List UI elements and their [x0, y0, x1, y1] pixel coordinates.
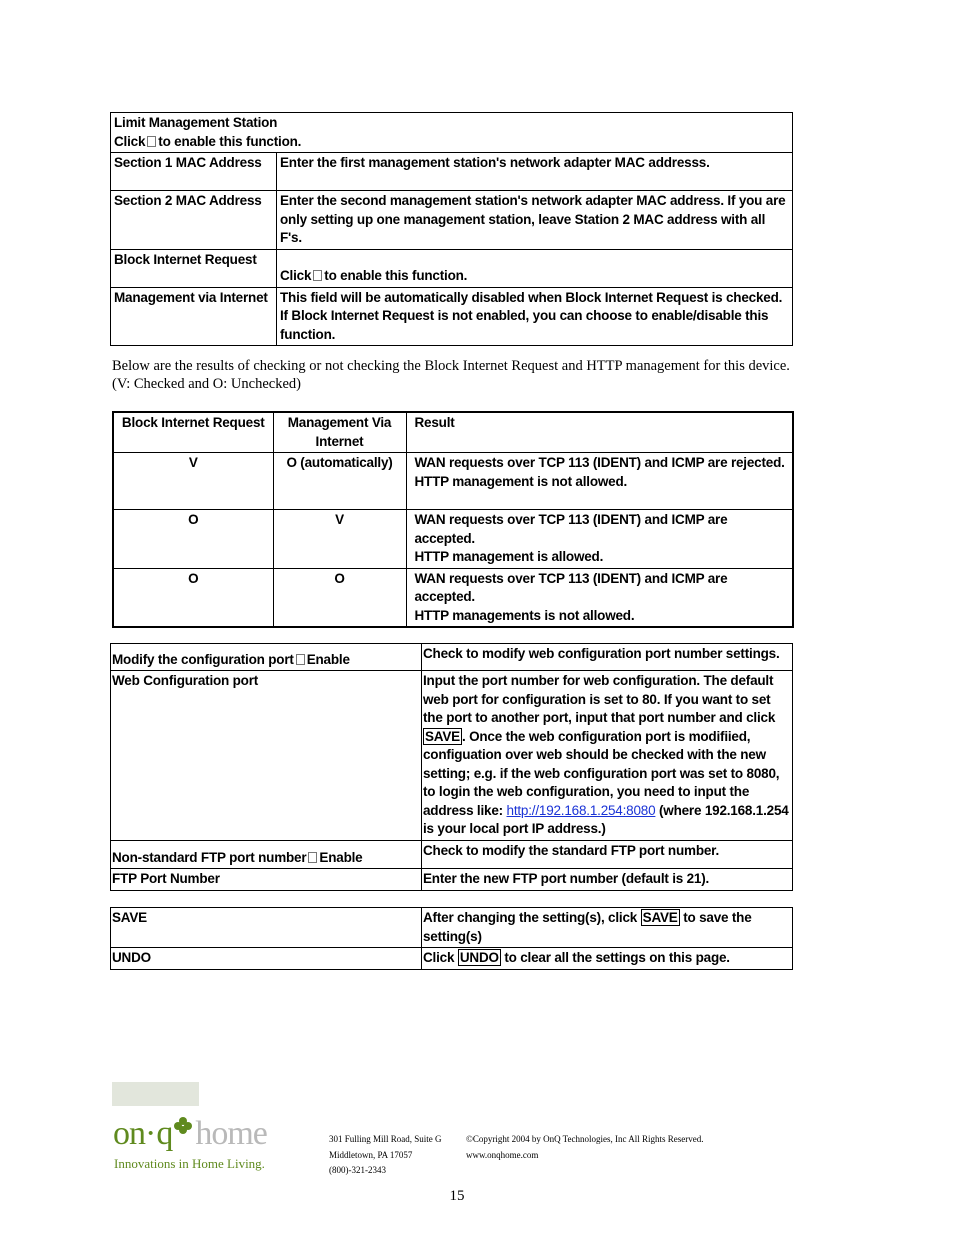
row-description: Check to modify the standard FTP port number. — [422, 841, 793, 869]
row-label: Block Internet Request — [111, 249, 277, 287]
table-row — [111, 908, 793, 948]
leaf-icon — [173, 1112, 193, 1152]
logo-on-text: on — [113, 1115, 145, 1152]
table-row — [111, 191, 793, 250]
table-row — [113, 510, 793, 569]
column-header: Management Via Internet — [273, 412, 406, 453]
row-label: Section 2 MAC Address — [111, 191, 277, 250]
checkbox-icon — [296, 654, 305, 665]
table-row — [111, 671, 793, 841]
undo-button-reference: UNDO — [459, 950, 499, 965]
cell-block-internet: V — [113, 453, 273, 510]
row-description: Click UNDO to clear all the settings on this page. — [422, 948, 793, 970]
row-label: FTP Port Number — [111, 869, 422, 891]
cell-block-internet: O — [113, 568, 273, 627]
company-logo — [113, 1114, 267, 1154]
row-description: After changing the setting(s), click SAVE to save the setting(s) — [422, 908, 793, 948]
checkbox-icon — [313, 270, 322, 281]
results-table — [112, 411, 794, 628]
row-label: Modify the configuration port Enable — [111, 644, 422, 671]
table-row — [113, 568, 793, 627]
table-row — [111, 869, 793, 891]
table-row — [111, 249, 793, 287]
page-number: 15 — [449, 1188, 465, 1204]
table-row — [111, 841, 793, 869]
save-button-reference: SAVE — [425, 728, 460, 744]
footer — [0, 1080, 954, 1235]
table-header-title: Limit Management Station — [114, 115, 278, 130]
intro-paragraph: Below are the results of checking or not checking the Block Internet Request and HTTP management for this device. (V: Checked and O: Unchecked) — [112, 358, 790, 392]
port-configuration-table — [110, 643, 793, 891]
table-row — [111, 153, 793, 191]
checkbox-icon — [147, 136, 156, 147]
row-description: Check to modify web configuration port number settings. — [422, 644, 793, 671]
cell-result: WAN requests over TCP 113 (IDENT) and ICMP are accepted. HTTP management is allowed. — [406, 510, 793, 569]
save-button-reference: SAVE — [642, 910, 678, 925]
save-undo-table — [110, 907, 793, 970]
cell-management-via-internet: O (automatically) — [273, 453, 406, 510]
row-label: Management via Internet — [111, 287, 277, 346]
cell-management-via-internet: V — [273, 510, 406, 569]
row-description: Click to enable this function. — [277, 249, 793, 287]
tagline: Innovations in Home Living. — [114, 1156, 265, 1171]
cell-result: WAN requests over TCP 113 (IDENT) and ICMP are rejected. HTTP management is not allowed. — [406, 453, 793, 510]
cell-management-via-internet: O — [273, 568, 406, 627]
table-row — [111, 287, 793, 346]
table-header-row — [113, 412, 793, 453]
website-link[interactable]: www.onqhome.com — [466, 1149, 539, 1160]
row-description: Input the port number for web configuration. The default web port for configuration is set to 80. If you want to set the port to another port, input that port number and click SAVE . Once the web configuration port is modifiied, configuation over web should be checked with the new setting; e.g. if the web configuration port was set to 8080, to login the web configuration, you need to input the address like: http://192.168.1.254:8080 (where 192.168.1.254 is your local port IP address.) — [422, 671, 793, 841]
row-label: SAVE — [111, 908, 422, 948]
table-row — [111, 644, 793, 671]
logo-home-text: home — [195, 1115, 267, 1152]
checkbox-icon — [308, 852, 317, 863]
copyright-block: ©Copyright 2004 by OnQ Technologies, Inc All Rights Reserved. www.onqhome.com — [466, 1132, 704, 1163]
cell-block-internet: O — [113, 510, 273, 569]
row-label: Non-standard FTP port number Enable — [111, 841, 422, 869]
web-config-link[interactable]: http://192.168.1.254:8080 — [506, 802, 656, 818]
logo-dot: · — [145, 1115, 157, 1152]
cell-result: WAN requests over TCP 113 (IDENT) and ICMP are accepted. HTTP managements is not allowed. — [406, 568, 793, 627]
row-description: Enter the first management station's network adapter MAC addresss. — [277, 153, 793, 191]
table-row — [113, 453, 793, 510]
row-label: UNDO — [111, 948, 422, 970]
logo-bar — [112, 1082, 199, 1106]
column-header: Result — [406, 412, 793, 453]
row-label: Web Configuration port — [111, 671, 422, 841]
row-description: This field will be automatically disabled when Block Internet Request is checked. If Block Internet Request is not enabled, you can choose to enable/disable this function. — [277, 287, 793, 346]
logo-q-text: q — [156, 1115, 174, 1152]
address-block: 301 Fulling Mill Road, Suite G Middletown, PA 17057 (800)-321-2343 — [329, 1134, 442, 1175]
row-description: Enter the second management station's network adapter MAC address. If you are only setting up one management station, leave Station 2 MAC address with all F's. — [277, 191, 793, 250]
column-header: Block Internet Request — [113, 412, 273, 453]
row-description: Enter the new FTP port number (default is 21). — [422, 869, 793, 891]
row-label: Section 1 MAC Address — [111, 153, 277, 191]
limit-management-table — [110, 112, 793, 346]
table-row — [111, 948, 793, 970]
table-row: Limit Management Station Click to enable this function. — [111, 113, 793, 153]
